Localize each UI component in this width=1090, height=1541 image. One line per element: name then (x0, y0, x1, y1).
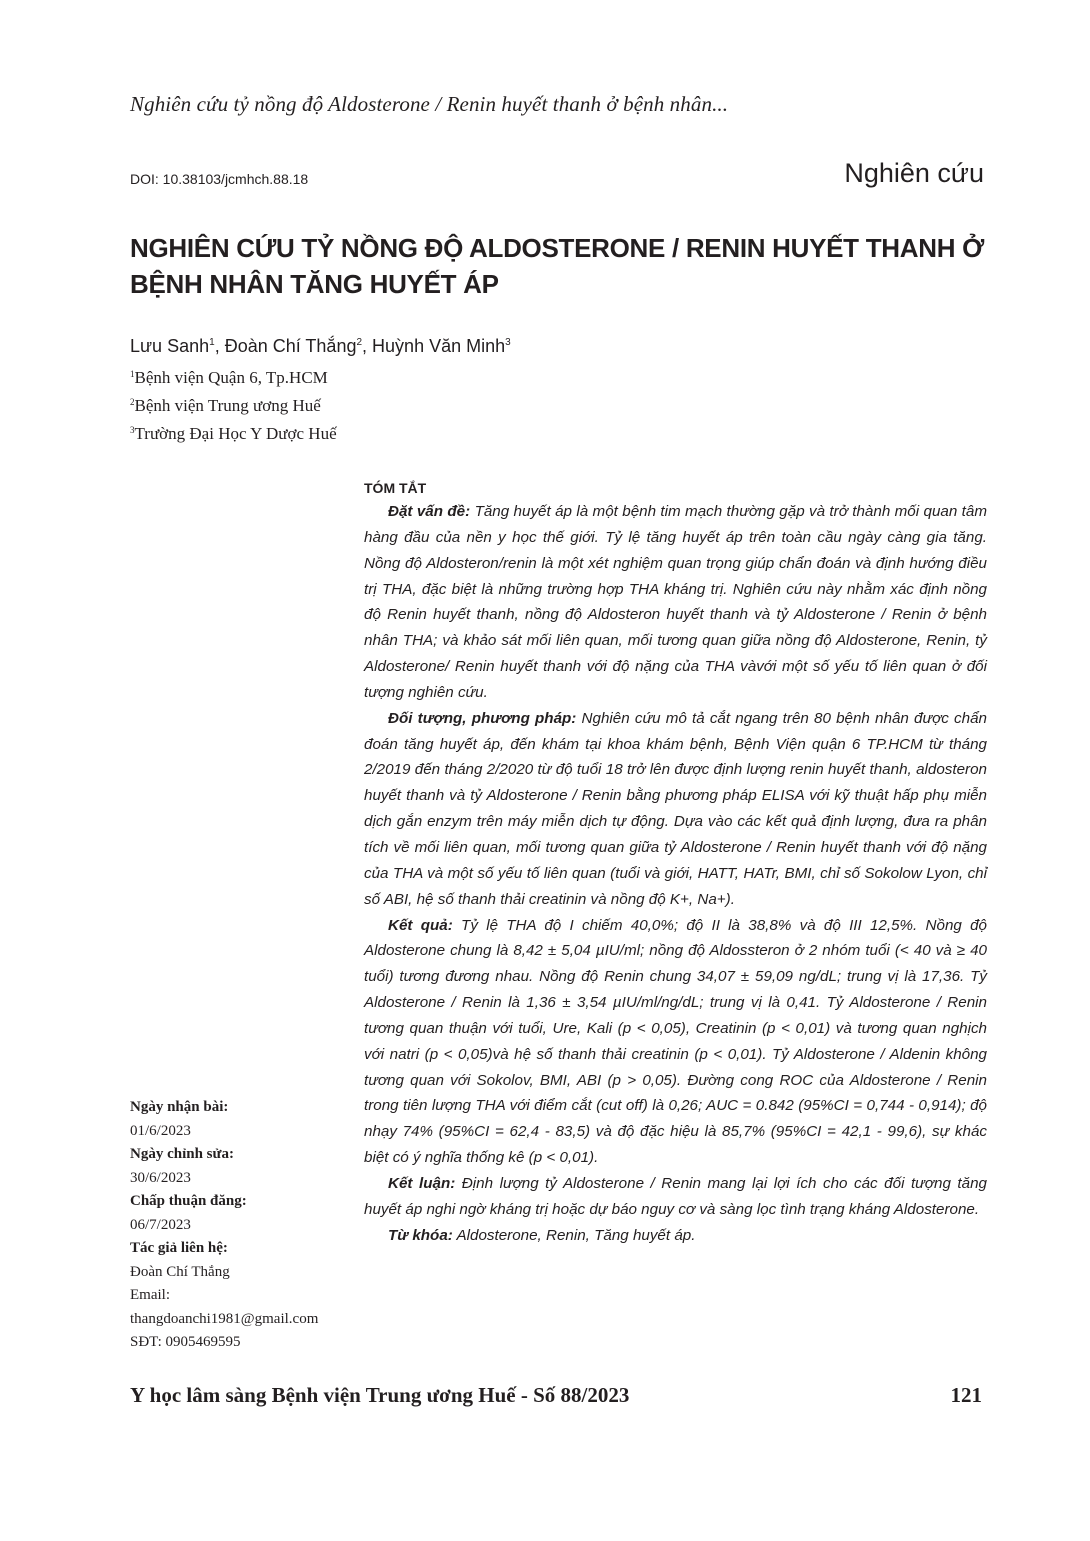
affiliation-text: Trường Đại Học Y Dược Huế (134, 424, 337, 443)
section-text: Aldosterone, Renin, Tăng huyết áp. (452, 1226, 696, 1244)
phone-number: SĐT: 0905469595 (130, 1334, 241, 1350)
affiliation-mark: 2 (130, 397, 135, 407)
accepted-label: Chấp thuận đăng: (130, 1193, 247, 1209)
received-date: 01/6/2023 (130, 1122, 191, 1139)
author-list (130, 336, 511, 357)
section-text: Định lượng tỷ Aldosterone / Renin mang lại lợi ích cho các đối tượng tăng huyết áp nghi ngờ kháng trị hoặc dự báo nguy cơ và sàng lọc tình trạng kháng Aldosterone. (364, 1174, 987, 1218)
section-label: Nghiên cứu (844, 158, 984, 188)
affiliation-item (130, 362, 337, 390)
journal-name: Y học lâm sàng Bệnh viện Trung ương Huế - Số 88/2023 (130, 1383, 630, 1407)
article-title: NGHIÊN CỨU TỶ NỒNG ĐỘ ALDOSTERONE / RENIN HUYẾT THANH Ở BỆNH NHÂN TĂNG HUYẾT ÁP (130, 233, 984, 299)
corresponding-author-name: Đoàn Chí Thắng (130, 1263, 230, 1280)
email-address[interactable]: thangdoanchi1981@gmail.com (130, 1310, 319, 1327)
abstract (364, 477, 987, 1248)
email-label: Email: (130, 1287, 170, 1303)
doi: DOI: 10.38103/jcmhch.88.18 (130, 171, 309, 187)
affiliation-text: Bệnh viện Quận 6, Tp.HCM (134, 368, 328, 387)
author-separator: , (362, 336, 373, 356)
section-label: Đặt vấn đề: (388, 503, 471, 520)
revised-date: 30/6/2023 (130, 1169, 191, 1186)
section-label: Đối tượng, phương pháp: (388, 709, 577, 727)
section-label: Kết luận: (388, 1174, 456, 1192)
abstract-keywords (364, 1223, 987, 1249)
revised-label: Ngày chỉnh sửa: (130, 1146, 235, 1162)
abstract-conclusion (364, 1171, 987, 1223)
author-affiliation-mark: 3 (505, 337, 511, 348)
section-text: Tăng huyết áp là một bệnh tim mạch thường gặp và trở thành mối quan tâm hàng đầu của nền y học thế giới. Tỷ lệ tăng huyết áp trên toàn cầu ngày càng gia tăng. Nồng độ Aldosteron/renin là một xét nghiệm quan trọng giúp chẩn đoán và định hướng điều trị THA, đặc biệt là những trường hợp THA kháng trị. Nghiên cứu này nhằm xác định nồng độ Renin huyết thanh, nồng độ Aldosteron huyết thanh và tỷ Aldosterone / Renin ở bệnh nhân THA; và khảo sát mối liên quan, mối tương quan giữa nồng độ Aldosterone, Renin, tỷ Aldosterone/ Renin huyết thanh với độ nặng của THA vàvới một số yếu tố liên quan ở đối tượng nghiên cứu. (364, 503, 987, 701)
author-name: Đoàn Chí Thắng (224, 336, 357, 356)
abstract-heading: TÓM TẮT (364, 480, 427, 496)
affiliation-item (130, 418, 337, 446)
section-text: Nghiên cứu mô tả cắt ngang trên 80 bệnh nhân được chẩn đoán tăng huyết áp, đến khám tại khoa khám bệnh, Bệnh Viện quận 6 TP.HCM từ tháng 2/2019 đến tháng 2/2020 từ độ tuổi 18 trở lên được định lượng renin huyết thanh, aldosteron huyết thanh và tỷ Aldosterone / Renin bằng phương pháp ELISA với kỹ thuật hấp phụ miễn dịch gắn enzym trên máy miễn dịch tự động. Dựa vào các kết quả định lượng, đưa ra phân tích về mối liên quan, mối tương quan giữa tỷ Aldosterone / Renin huyết thanh với độ nặng của THA và một số yếu tố liên quan (tuổi và giới, HATT, HATr, BMI, chỉ số Sokolow Lyon, chỉ số ABI, hệ số thanh thải creatinin và nồng độ K+, Na+). (364, 709, 987, 908)
author-name: Huỳnh Văn Minh (372, 336, 506, 356)
page-number: 121 (950, 1383, 982, 1407)
abstract-results (364, 913, 987, 1171)
author-affiliation-mark: 2 (356, 337, 363, 348)
accepted-date: 06/7/2023 (130, 1216, 191, 1233)
page-footer (130, 1383, 982, 1408)
affiliation-list (130, 362, 337, 446)
author-separator: , (214, 336, 225, 356)
abstract-background (364, 499, 987, 706)
abstract-methods (364, 706, 987, 913)
author-name: Lưu Sanh (130, 336, 210, 356)
affiliation-item (130, 390, 337, 418)
author-affiliation-mark: 1 (209, 337, 215, 348)
section-label: Từ khóa: (388, 1226, 453, 1244)
article-info-sidebar (130, 1096, 360, 1355)
affiliation-mark: 3 (130, 425, 135, 435)
affiliation-mark: 1 (130, 369, 135, 379)
section-label: Kết quả: (388, 916, 453, 934)
affiliation-text: Bệnh viện Trung ương Huế (134, 396, 321, 415)
received-label: Ngày nhận bài: (130, 1099, 229, 1115)
running-header: Nghiên cứu tỷ nồng độ Aldosterone / Renin huyết thanh ở bệnh nhân... (130, 92, 729, 116)
section-text: Tỷ lệ THA độ I chiếm 40,0%; độ II là 38,8% và độ III 12,5%. Nồng độ Aldosterone chung là 8,42 ± 5,04 µIU/ml; nồng độ Aldossteron ở 2 nhóm tuổi (< 40 và ≥ 40 tuổi) tương đương nhau. Nồng độ Renin chung 34,07 ± 59,09 ng/dL; trung vị là 17,36. Tỷ Aldosterone / Renin là 1,36 ± 3,54 µIU/ml/ng/dL; trung vị là 0,41. Tỷ Aldosterone / Renin tương quan thuận với tuổi, Ure, Kali (p < 0,05), Creatinin (p < 0,01) và tương quan nghịch với natri (p < 0,05)và hệ số thanh thải creatinin (p < 0,01). Tỷ Aldosterone / Aldenin không tương quan với Sokolov, BMI, ABI (p > 0,05). Đường cong ROC của Aldosterone / Renin trong tiên lượng THA với điểm cắt (cut off) là 0,26; AUC = 0.842 (95%CI = 0,744 - 0,914); độ nhạy 74% (95%CI = 62,4 - 83,5) và độ đặc hiệu là 85,7% (95%CI = 42,1 - 99,6), sự khác biệt có ý nghĩa thống kê (p < 0,01). (364, 916, 987, 1167)
corresponding-author-label: Tác giả liên hệ: (130, 1240, 228, 1256)
